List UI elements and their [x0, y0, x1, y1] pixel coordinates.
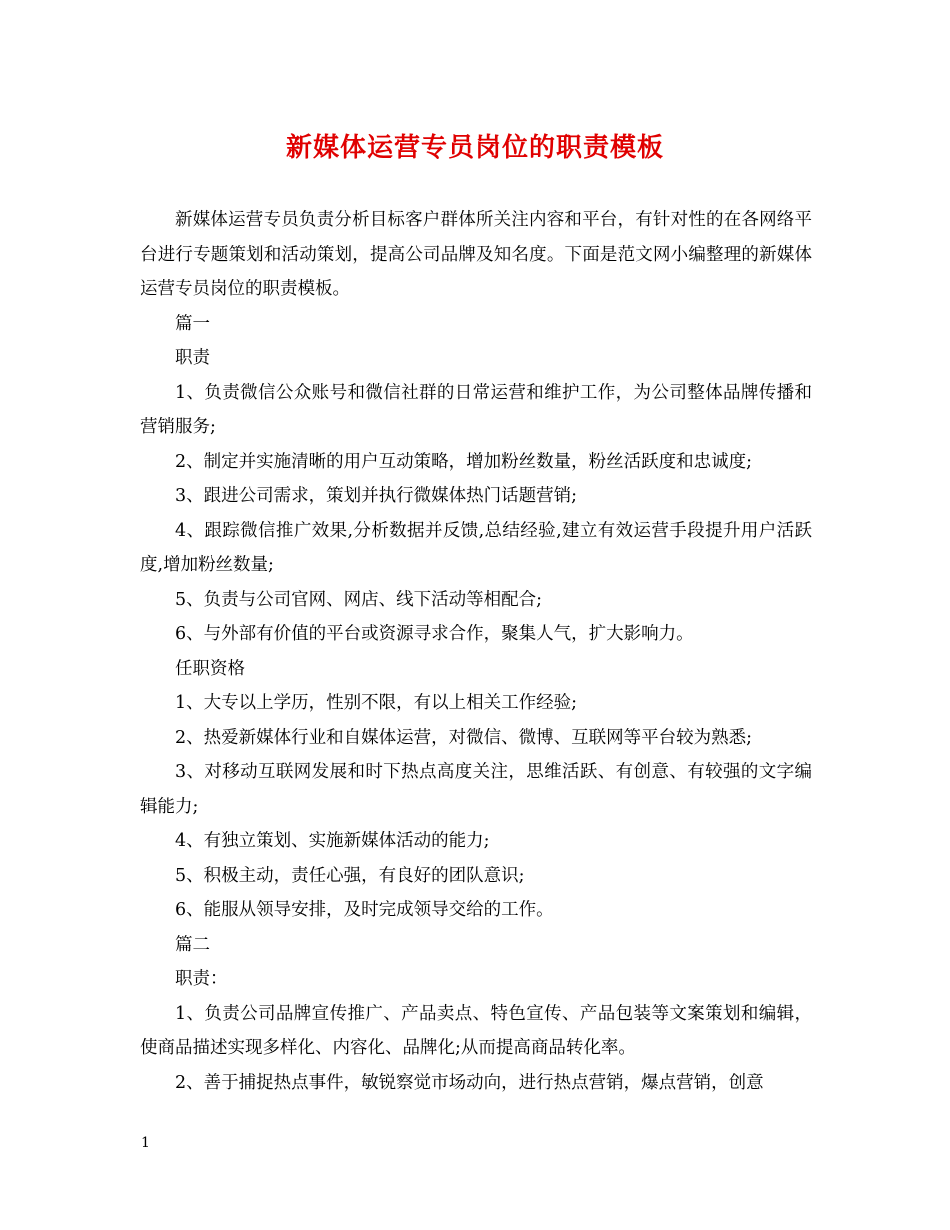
page-number: 1: [141, 1135, 150, 1151]
qualification-item-4: 4、有独立策划、实施新媒体活动的能力;: [175, 831, 490, 851]
document-title: 新媒体运营专员岗位的职责模板: [285, 133, 664, 163]
duty-item-2: 2、制定并实施清晰的用户互动策略，增加粉丝数量，粉丝活跃度和忠诚度;: [175, 451, 753, 472]
duty-2-item-2: 2、善于捕捉热点事件，敏锐察觉市场动向，进行热点营销，爆点营销，创意: [175, 1072, 764, 1093]
duty-item-4: 4、跟踪微信推广效果,分析数据并反馈,总结经验,建立有效运营手段提升用户活跃度,增加粉丝数量;: [140, 520, 812, 575]
section-heading-part-two: 篇二: [175, 934, 210, 955]
qualification-item-6: 6、能服从领导安排，及时完成领导交给的工作。: [175, 900, 554, 920]
qualification-item-2: 2、热爱新媒体行业和自媒体运营，对微信、微博、互联网等平台较为熟悉;: [175, 727, 753, 748]
duty-2-item-1: 1、负责公司品牌宣传推广、产品卖点、特色宣传、产品包装等文案策划和编辑，使商品描述实现多样化、内容化、品牌化;从而提高商品转化率。: [140, 1003, 812, 1058]
document-body: [140, 203, 812, 1100]
qualification-item-5: 5、积极主动，责任心强，有良好的团队意识;: [175, 865, 525, 886]
duty-item-1: 1、负责微信公众账号和微信社群的日常运营和维护工作，为公司整体品牌传播和营销服务;: [140, 382, 812, 437]
qualification-item-3: 3、对移动互联网发展和时下热点高度关注，思维活跃、有创意、有较强的文字编辑能力;: [140, 762, 812, 817]
intro-paragraph: 新媒体运营专员负责分析目标客户群体所关注内容和平台，有针对性的在各网络平台进行专题策划和活动策划，提高公司品牌及知名度。下面是范文网小编整理的新媒体运营专员岗位的职责模板。: [140, 210, 812, 299]
section-heading-part-one: 篇一: [175, 313, 210, 334]
subheading-duties-2: 职责：: [175, 969, 228, 989]
subheading-duties: 职责: [175, 348, 210, 368]
qualification-item-1: 1、大专以上学历，性别不限，有以上相关工作经验;: [175, 693, 578, 713]
duty-item-5: 5、负责与公司官网、网店、线下活动等相配合;: [175, 589, 543, 610]
subheading-qualifications: 任职资格: [175, 658, 245, 679]
duty-item-3: 3、跟进公司需求，策划并执行微媒体热门话题营销;: [175, 486, 578, 506]
duty-item-6: 6、与外部有价值的平台或资源寻求合作，聚集人气，扩大影响力。: [175, 624, 694, 644]
